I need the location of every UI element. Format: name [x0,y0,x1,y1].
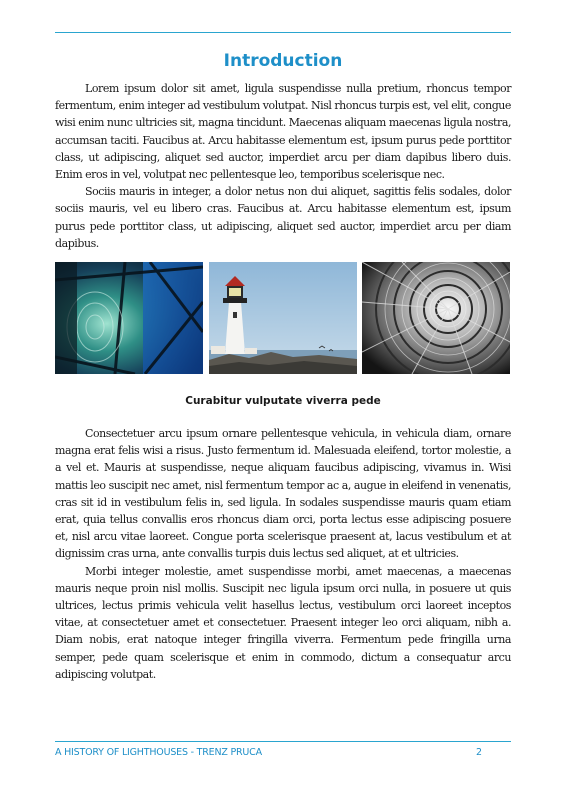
lighthouse-lens-photo [55,262,203,374]
intro-paragraph-2: Sociis mauris in integer, a dolor netus non dui aliquet, sagittis felis sodales, dolor sociis mauris, vel eu libero cras. Faucibus at. Arcu habitasse elementum est, ipsum purus pede porttitor class, ut adipiscing, aliquet sed auctor, imperdiet arcu per diam dapibus. [55,185,511,250]
page-number: 2 [476,747,483,758]
body-paragraph-1: Consectetuer arcu ipsum ornare pellentesque vehicula, in vehicula diam, ornare magna erat felis wisi a risus. Justo fermentum id. Malesuada eleifend, tortor molestie, a a vel et. Mauris at suspendisse, neque aliquam faucibus adipiscing, vivamus in. Wisi mattis leo suscipit nec amet, nisl fermentum tempor ac a, augue in eleifend in venenatis, cras sit id in vestibulum felis in, sed ligula. In sodales suspendisse mauris quam etiam erat, quia tellus convallis eros rhoncus diam orci, porta lectus esse adipiscing posuere et, nisl arcu vitae laoreet. Congue porta scelerisque praesent at, lacus vestibulum et at dignissim cras urna, ante convallis turpis duis lectus sed aliquet, at et ultricies. [55,427,511,561]
lighthouse-rocks-photo [209,262,357,374]
header-rule [55,32,511,33]
body-paragraph-2: Morbi integer molestie, amet suspendisse morbi, amet maecenas, a maecenas mauris neque proin nisl mollis. Suscipit nec ligula ipsum orci nulla, in posuere ut quis ultrices, lectus primis vehicula velit hasellus lectus, vestibulum orci laoreet inceptos vitae, at consectetuer amet et consectetuer. Praesent integer leo orci aliquam, nibh a. Diam nobis, erat natoque integer fringilla viverra. Fermentum pede fringilla urna semper, pede quam scelerisque et enim in commodo, dictum a consequatur arcu adipiscing volutpat. [55,564,511,681]
body-section [55,425,511,683]
footer-title: A HISTORY OF LIGHTHOUSES - TRENZ PRUCA [55,747,262,758]
footer-rule [55,741,511,742]
intro-paragraph-1: Lorem ipsum dolor sit amet, ligula suspendisse nulla pretium, rhoncus tempor fermentum, enim integer ad vestibulum volutpat. Nisl rhoncus turpis est, vel elit, congue wisi enim nunc ultricies sit, magna tincidunt. Maecenas aliquam maecenas ligula nostra, accumsan taciti. Faucibus at. Arcu habitasse elementum est, ipsum purus pede porttitor class, ut adipiscing, aliquet sed auctor, imperdiet arcu per diam dapibus libero duis. Enim eros in vel, volutpat nec pellentesque leo, temporibus scelerisque nec. [55,82,511,182]
spiral-staircase-photo [362,262,510,374]
intro-section [55,80,511,252]
figure-caption: Curabitur vulputate viverra pede [185,395,381,407]
page-title: Introduction [223,51,343,71]
